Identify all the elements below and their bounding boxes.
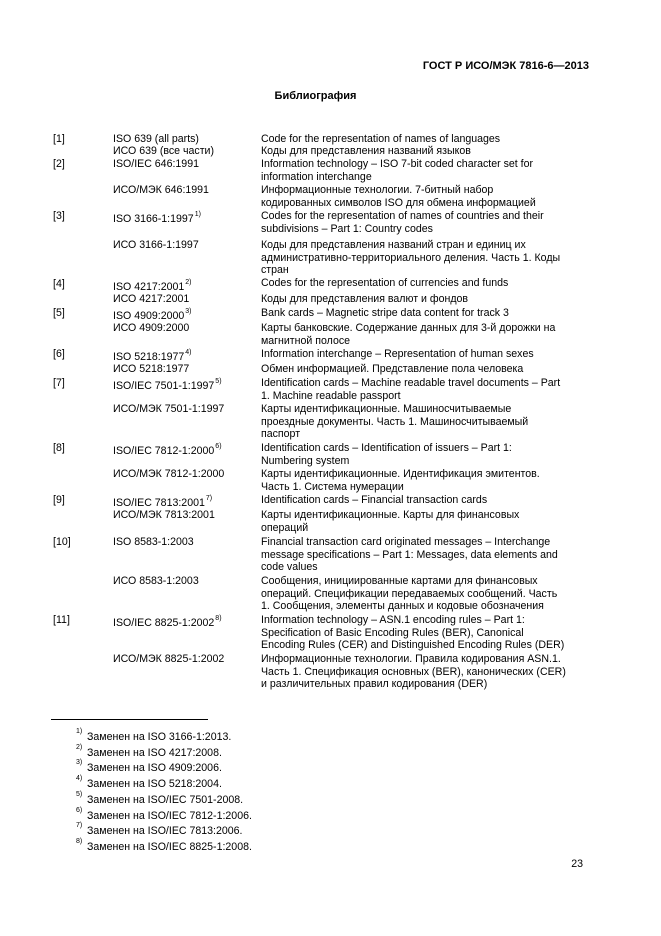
reference-number: [5] [53,307,65,319]
footnote-mark: 8) [76,837,83,845]
reference-title-ru-line: Информационные технологии. 7-битный набор [261,184,494,196]
reference-title-ru-line: Карты банковские. Содержание данных для 3-й дорожки на [261,322,556,334]
reference-code-en [113,133,199,146]
reference-number: [6] [53,348,65,360]
reference-title-en-line: Identification cards – Identification of issuers – Part 1: [261,442,512,454]
reference-title-en-line: 1. Machine readable passport [261,389,401,402]
footnote-mark: 3) [76,759,83,767]
reference-title-ru-line: Информационные технологии. Правила кодирования ASN.1. [261,653,561,665]
footnote-text: Заменен на ISO 4909:2006. [87,762,222,775]
reference-code-en [113,158,199,171]
footnote-marker: 7) [205,495,213,503]
reference-title-ru-line: проездные документы. Часть 1. Машиносчитываемый [261,415,529,428]
footnote-marker: 4) [185,349,192,357]
reference-title-ru-line: Карты идентификационные. Карты для финансовых [261,509,520,521]
footnote-marker: 2) [185,279,192,287]
footnote-mark: 4) [76,775,83,783]
reference-number: [7] [53,377,65,389]
code-en-text: ISO 639 (all parts) [113,133,199,145]
footnote-marker: 6) [215,443,222,451]
reference-title-en-line: Bank cards – Magnetic stripe data content for track 3 [261,307,509,319]
reference-title-ru-line: магнитной полосе [261,334,351,347]
reference-code-en [113,310,192,323]
footnote-text: Заменен на ISO 4217:2008. [87,746,222,759]
reference-title-en-line: message specifications – Part 1: Messages, data elements and [261,548,558,561]
reference-title-en-line: Financial transaction card originated messages – Interchange [261,536,551,548]
reference-title-ru-line: операций [261,521,309,534]
footnote [76,775,222,791]
code-en-text: ISO 5218:1977 [113,351,185,363]
reference-number: [8] [53,442,65,454]
footnote [76,728,232,744]
footnote-text: Заменен на ISO/IEC 7812-1:2006. [87,809,252,822]
code-en-text: ISO 8583-1:2003 [113,536,194,548]
reference-title-en-line: Codes for the representation of names of countries and their [261,210,544,222]
code-en-text: ISO/IEC 7813:2001 [113,497,205,509]
reference-code-ru: ИСО/МЭК 7812-1:2000 [113,468,225,480]
running-header: ГОСТ Р ИСО/МЭК 7816-6—2013 [422,60,589,72]
reference-title-en-line: Information interchange – Representation of human sexes [261,348,534,360]
code-en-text: ISO 3166-1:1997 [113,213,194,225]
reference-title-en-line: Identification cards – Financial transaction cards [261,494,488,506]
footnote-text: Заменен на ISO 5218:2004. [87,778,222,791]
reference-title-ru-line: Коды для представления валют и фондов [261,293,469,305]
reference-code-ru: ИСО/МЭК 646:1991 [113,184,209,196]
reference-code-en [113,281,192,294]
reference-title-ru-line: Коды для представления названий языков [261,145,471,157]
reference-title-ru-line: Часть 1. Спецификация основных (BER), канонических (CER) [261,665,566,678]
reference-title-ru-line: 1. Сообщения, элементы данных и кодовые обозначения [261,600,544,613]
footnote [76,822,243,838]
reference-title-ru-line: административно-территориального деления. Часть 1. Коды [261,251,561,264]
reference-title-en-line: Codes for the representation of currencies and funds [261,277,509,289]
footnote-text: Заменен на ISO 3166-1:2013. [87,731,232,743]
code-en-text: ISO 4217:2001 [113,281,185,293]
reference-title-ru-line: Коды для представления названий стран и единиц их [261,239,526,251]
reference-code-ru: ИСО 4909:2000 [113,322,190,334]
reference-code-ru: ИСО 4217:2001 [113,293,190,305]
footnote-separator [51,719,208,720]
reference-code-ru: ИСО/МЭК 7813:2001 [113,509,215,521]
footnote [76,837,252,854]
reference-title-ru-line: паспорт [261,428,301,441]
reference-code-ru: ИСО/МЭК 8825-1:2002 [113,653,225,665]
footnote-mark: 6) [76,806,83,814]
reference-code-en [113,213,201,226]
reference-title-en-line: Numbering system [261,454,350,467]
reference-title-en-line: Information technology – ISO 7-bit coded character set for [261,158,534,170]
reference-code-ru: ИСО 5218:1977 [113,363,190,375]
reference-number: [10] [53,536,71,548]
reference-title-en-line: Identification cards – Machine readable travel documents – Part [261,377,561,389]
reference-title-en-line: information interchange [261,170,372,183]
reference-number: [3] [53,210,65,222]
reference-title-ru-line: стран [261,264,289,277]
footnote [76,759,222,775]
reference-code-en [113,497,212,510]
footnote-marker: 8) [215,615,222,623]
reference-code-en [113,617,222,630]
reference-code-en [113,351,192,364]
reference-number: [11] [53,614,70,626]
code-en-text: ISO/IEC 7812-1:2000 [113,445,215,457]
code-en-text: ISO/IEC 646:1991 [113,158,199,170]
reference-title-ru-line: и различительных правил кодирования (DER) [261,678,488,691]
footnote-text: Заменен на ISO/IEC 7501-2008. [87,793,244,806]
reference-code-ru: ИСО/МЭК 7501-1:1997 [113,403,225,415]
reference-title-ru-line: Карты идентификационные. Машиносчитываемые [261,403,512,415]
footnote-marker: 1) [194,211,201,219]
title-text: Библиография [274,90,357,102]
footnote [76,806,252,823]
footnote-mark: 5) [76,790,83,798]
footnote-marker: 3) [185,308,192,316]
footnote-text: Заменен на ISO/IEC 7813:2006. [87,825,243,838]
reference-number: [2] [53,158,65,170]
reference-code-ru: ИСО 8583-1:2003 [113,575,199,587]
code-en-text: ISO/IEC 7501-1:1997 [113,380,215,392]
reference-title-ru-line: Часть 1. Система нумерации [261,480,404,493]
reference-title-en-line: Code for the representation of names of languages [261,133,501,145]
footnote-mark: 1) [76,728,83,735]
code-en-text: ISO/IEC 8825-1:2002 [113,617,215,629]
reference-title-ru-line: Обмен информацией. Представление пола человека [261,363,524,375]
footnote-text: Заменен на ISO/IEC 8825-1:2008. [87,840,252,853]
reference-title-ru-line: операций. Спецификации передаваемых сообщений. Часть [261,587,558,600]
reference-title-en-line: Encoding Rules (CER) and Distinguished Encoding Rules (DER) [261,639,565,652]
code-en-text: ISO 4909:2000 [113,310,185,322]
page-number: 23 [571,858,583,870]
page-title [0,90,661,103]
footnote-mark: 7) [76,822,83,830]
reference-number: [4] [53,278,65,290]
footnote [76,743,222,760]
reference-title-en-line: subdivisions – Part 1: Country codes [261,222,433,235]
reference-title-en-line: Specification of Basic Encoding Rules (BER), Canonical [261,626,524,639]
reference-title-ru-line: кодированных символов ISO для обмена информацией [261,196,536,209]
reference-code-ru: ИСО 3166-1:1997 [113,239,199,251]
reference-code-en [113,445,222,458]
footnote-mark: 2) [76,743,83,751]
footnote [76,790,244,807]
reference-title-en-line: code values [261,561,318,574]
reference-code-en [113,380,222,393]
footnote-marker: 5) [215,378,222,386]
reference-code-ru: ИСО 639 (все части) [113,145,215,157]
reference-title-ru-line: Сообщения, инициированные картами для финансовых [261,575,538,587]
reference-title-ru-line: Карты идентификационные. Идентификация эмитентов. [261,468,540,480]
reference-number: [9] [53,494,65,506]
reference-code-en [113,536,194,549]
reference-number: [1] [53,133,65,145]
reference-title-en-line: Information technology – ASN.1 encoding rules – Part 1: [261,614,525,626]
